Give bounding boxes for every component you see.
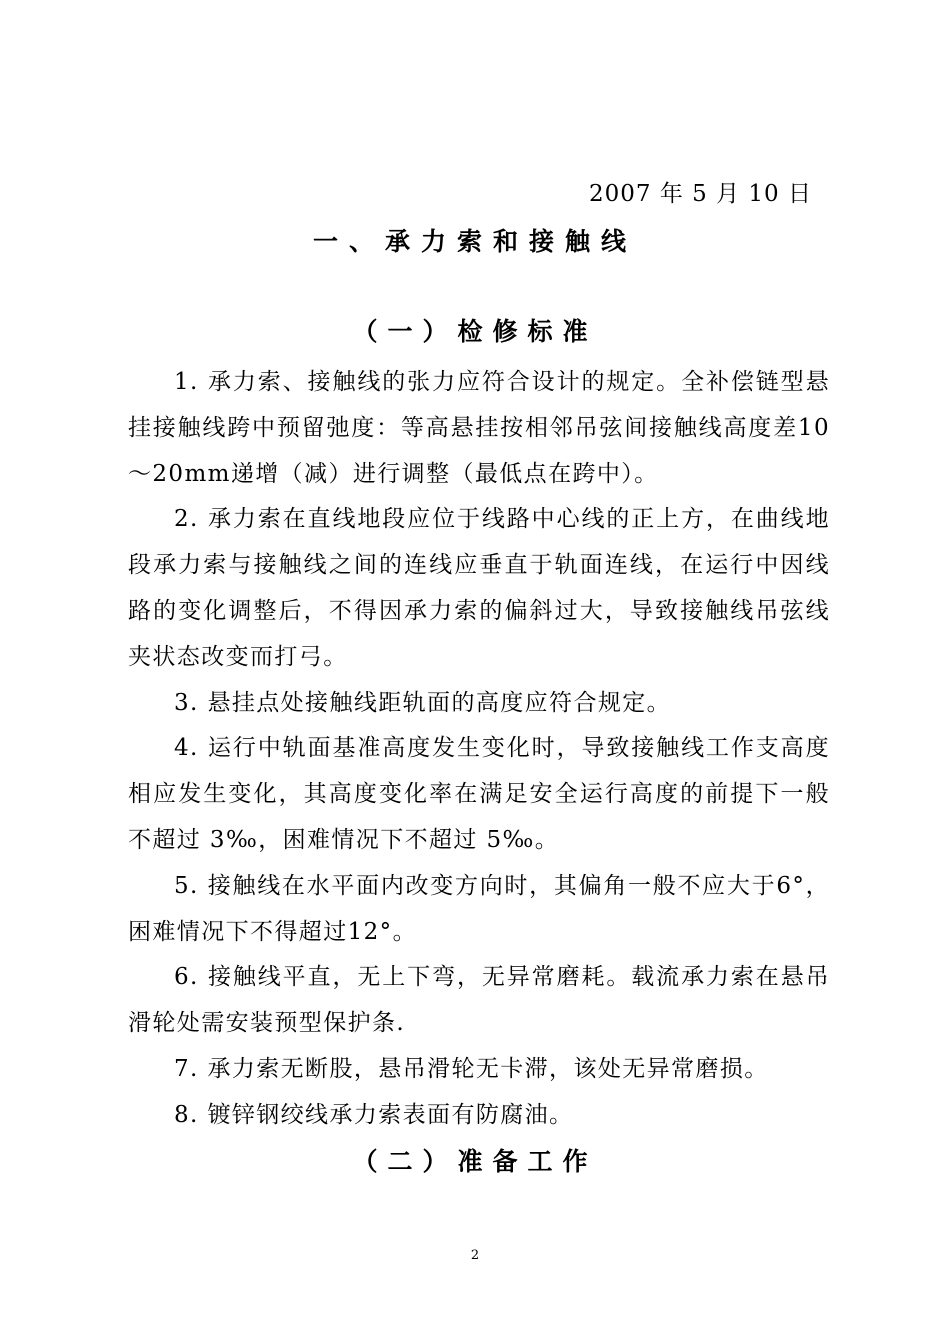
standard-item-5: 5. 接触线在水平面内改变方向时，其偏角一般不应大于6°，困难情况下不得超过12°。 xyxy=(128,872,830,945)
standard-item-6: 6. 接触线平直，无上下弯，无异常磨耗。载流承力索在悬吊滑轮处需安装预型保护条. xyxy=(128,964,830,1037)
standard-item-2: 2. 承力索在直线地段应位于线路中心线的正上方，在曲线地段承力索与接触线之间的连线应垂直于轨面连线，在运行中因线路的变化调整后，不得因承力索的偏斜过大，导致接触线吊弦线夹状态改变而打弓。 xyxy=(128,506,830,670)
section-heading-inspection-standards: （一）检修标准 xyxy=(352,317,598,346)
chapter-title: 一、承力索和接触线 xyxy=(312,227,637,256)
section-heading-preparation: （二）准备工作 xyxy=(352,1147,598,1176)
document-date: 2007 年 5 月 10 日 xyxy=(589,181,812,207)
standard-item-8: 8. 镀锌钢绞线承力索表面有防腐油。 xyxy=(174,1101,574,1128)
standard-item-4: 4. 运行中轨面基准高度发生变化时，导致接触线工作支高度相应发生变化，其高度变化率在满足安全运行高度的前提下一般不超过 3‰，困难情况下不超过 5‰。 xyxy=(128,735,830,853)
standard-item-7: 7. 承力索无断股，悬吊滑轮无卡滞，该处无异常磨损。 xyxy=(174,1055,769,1082)
standard-item-1: 1. 承力索、接触线的张力应符合设计的规定。全补偿链型悬挂接触线跨中预留弛度：等高悬挂按相邻吊弦间接触线高度差10～20mm递增（减）进行调整（最低点在跨中）。 xyxy=(128,369,830,487)
inspection-standards-list xyxy=(128,360,830,1139)
page-number: 2 xyxy=(470,1248,480,1263)
standard-item-3: 3. 悬挂点处接触线距轨面的高度应符合规定。 xyxy=(174,689,672,716)
